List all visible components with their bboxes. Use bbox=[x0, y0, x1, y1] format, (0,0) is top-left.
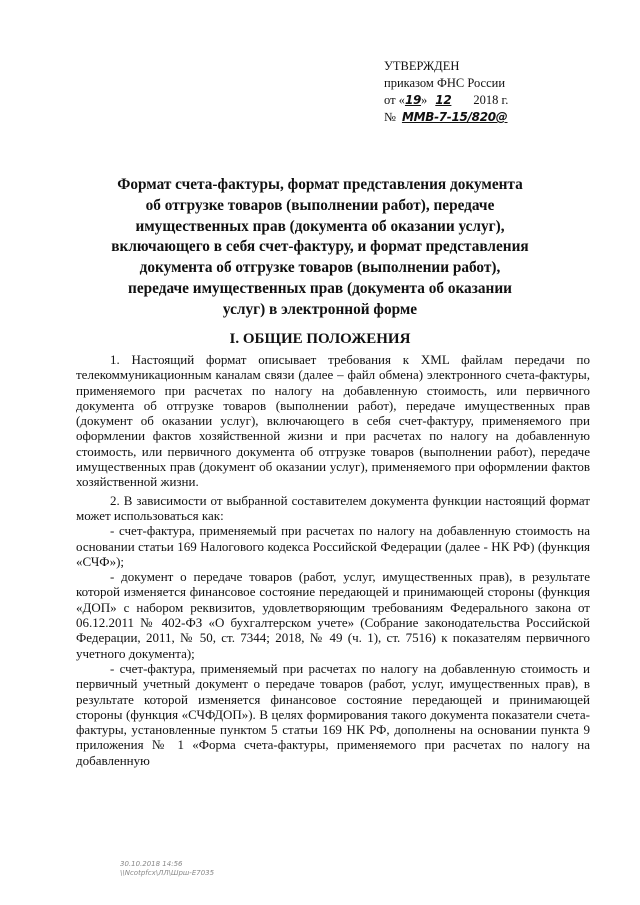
date-prefix: от « bbox=[384, 93, 405, 107]
footer-path: \\Ncotpfcx\ЛЛ\Шрш-Е7035 bbox=[120, 869, 215, 877]
paragraph: - документ о передаче товаров (работ, услуг, имущественных прав), в результате которой изменяется финансовое состояние передающей и принимающей стороны (функция «ДОП» с набором реквизитов, удовлетворяющим требованиям Федерального закона от 06.12.2011 № 402-ФЗ «О бухгалтерском учете» (Собрание законодательства Российской Федерации, 2011, № 50, ст. 7344; 2018, № 49 (ч. 1), ст. 7516) к показателям первичного учетного документа); bbox=[76, 569, 590, 661]
title-line: услуг) в электронной форме bbox=[222, 300, 418, 318]
approval-stamp bbox=[384, 58, 508, 126]
date-month: 12 bbox=[435, 93, 452, 107]
number-prefix: № bbox=[384, 110, 396, 124]
date-mid: » bbox=[421, 93, 428, 107]
title-line: включающего в себя счет-фактуру, и формат представления bbox=[111, 238, 529, 256]
document-title bbox=[96, 175, 544, 321]
paragraph: - счет-фактура, применяемый при расчетах по налогу на добавленную стоимость на основании статьи 169 Налогового кодекса Российской Федерации (далее - НК РФ) (функция «СЧФ»); bbox=[76, 523, 590, 569]
document-body bbox=[76, 352, 590, 768]
section-heading: I. ОБЩИЕ ПОЛОЖЕНИЯ bbox=[229, 331, 411, 347]
paragraph: 2. В зависимости от выбранной составителем документа функции настоящий формат может использоваться как: bbox=[76, 492, 590, 523]
footer-timestamp: 30.10.2018 14:56 bbox=[120, 860, 183, 868]
paragraph: 1. Настоящий формат описывает требования к XML файлам передачи по телекоммуникационным каналам связи (далее – файл обмена) электронного счета-фактуры, применяемого при расчетах по налогу на добавленную стоимость, или первичного документа об отгрузке товаров (выполнении работ), передаче имущественных прав (документ об оказании услуг), включающего в себя счет-фактуру, применяемого при оформлении фактов хозяйственной жизни и при расчетах по налогу на добавленную стоимость, или первичного документа об отгрузке товаров (выполнении работ), передаче имущественных прав (документ об оказании услуг), применяемого при оформлении фактов хозяйственной жизни. bbox=[76, 352, 590, 490]
date-day: 19 bbox=[404, 93, 422, 107]
approval-order: приказом ФНС России bbox=[384, 76, 506, 90]
title-line: об отгрузке товаров (выполнении работ), передаче bbox=[145, 196, 495, 214]
number-value: ММВ-7-15/820@ bbox=[401, 110, 508, 124]
file-footer bbox=[120, 860, 214, 878]
approval-number bbox=[384, 109, 508, 126]
date-year: 2018 г. bbox=[473, 93, 509, 107]
title-line: передаче имущественных прав (документа об оказании bbox=[128, 279, 512, 297]
title-line: документа об отгрузке товаров (выполнении работ), bbox=[139, 259, 501, 277]
title-line: Формат счета-фактуры, формат представления документа bbox=[117, 176, 523, 193]
approval-date bbox=[384, 92, 508, 109]
paragraph: - счет-фактура, применяемый при расчетах по налогу на добавленную стоимость и первичный учетный документ о передаче товаров (работ, услуг, имущественных прав), в результате которой изменяется финансовое состояние передающей и принимающей стороны (функция «СЧФДОП»). В целях формирования такого документа показатели счета-фактуры, установленные пунктом 5 статьи 169 НК РФ, дополнены на основании пункта 9 приложения № 1 «Форма счета-фактуры, применяемого при расчетах по налогу на добавленную bbox=[76, 660, 590, 768]
approval-title: УТВЕРЖДЕН bbox=[384, 59, 460, 73]
title-line: имущественных прав (документа об оказании услуг), bbox=[135, 217, 505, 235]
